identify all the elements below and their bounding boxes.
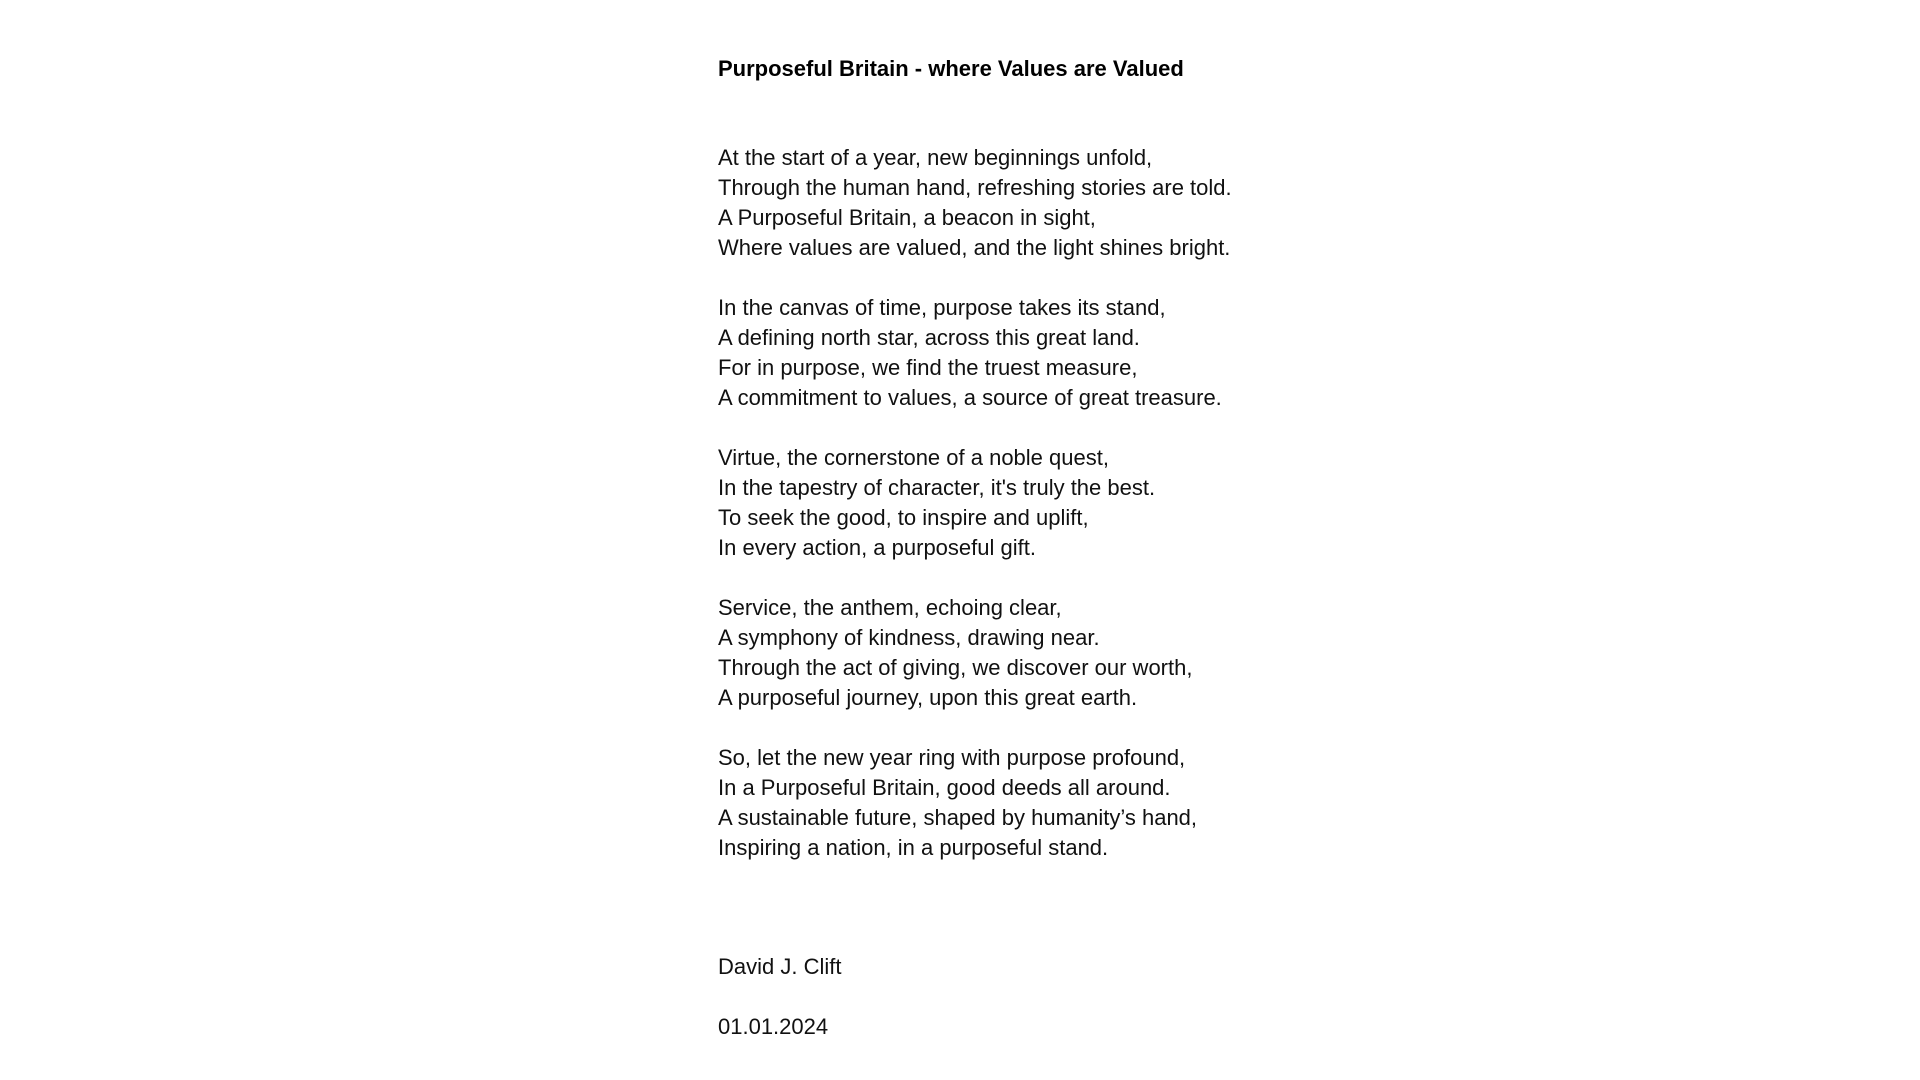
poem-line: Where values are valued, and the light shines bright. — [718, 235, 1231, 260]
poem-line: Inspiring a nation, in a purposeful stand. — [718, 835, 1109, 860]
poem-line: To seek the good, to inspire and uplift, — [718, 505, 1089, 530]
poem-line: For in purpose, we find the truest measure, — [718, 355, 1138, 380]
stanza-2 — [718, 293, 1418, 413]
poem-line: In the tapestry of character, it's truly the best. — [718, 475, 1156, 500]
poem-line: Service, the anthem, echoing clear, — [718, 595, 1062, 620]
poem-line: At the start of a year, new beginnings unfold, — [718, 145, 1153, 170]
poem-body — [718, 143, 1418, 863]
stanza-4 — [718, 593, 1418, 713]
poem-line: In a Purposeful Britain, good deeds all around. — [718, 775, 1171, 800]
poem-content — [718, 54, 1418, 893]
poem-line: So, let the new year ring with purpose profound, — [718, 745, 1186, 770]
poem-line: Through the human hand, refreshing stories are told. — [718, 175, 1232, 200]
poem-line: A Purposeful Britain, a beacon in sight, — [718, 205, 1096, 230]
poem-line: A symphony of kindness, drawing near. — [718, 625, 1100, 650]
stanza-1 — [718, 143, 1418, 263]
author-name: David J. Clift — [718, 954, 842, 979]
stanza-3 — [718, 443, 1418, 563]
poem-line: A purposeful journey, upon this great earth. — [718, 685, 1138, 710]
poem-line: A defining north star, across this great land. — [718, 325, 1140, 350]
poem-line: Through the act of giving, we discover our worth, — [718, 655, 1193, 680]
poem-date: 01.01.2024 — [718, 1014, 829, 1039]
poem-line: A sustainable future, shaped by humanity’s hand, — [718, 805, 1198, 830]
poem-line: A commitment to values, a source of great treasure. — [718, 385, 1222, 410]
stanza-5 — [718, 743, 1418, 863]
poem-line: In the canvas of time, purpose takes its stand, — [718, 295, 1166, 320]
poem-line: Virtue, the cornerstone of a noble quest, — [718, 445, 1109, 470]
poem-line: In every action, a purposeful gift. — [718, 535, 1036, 560]
poem-title: Purposeful Britain - where Values are Valued — [718, 56, 1184, 81]
